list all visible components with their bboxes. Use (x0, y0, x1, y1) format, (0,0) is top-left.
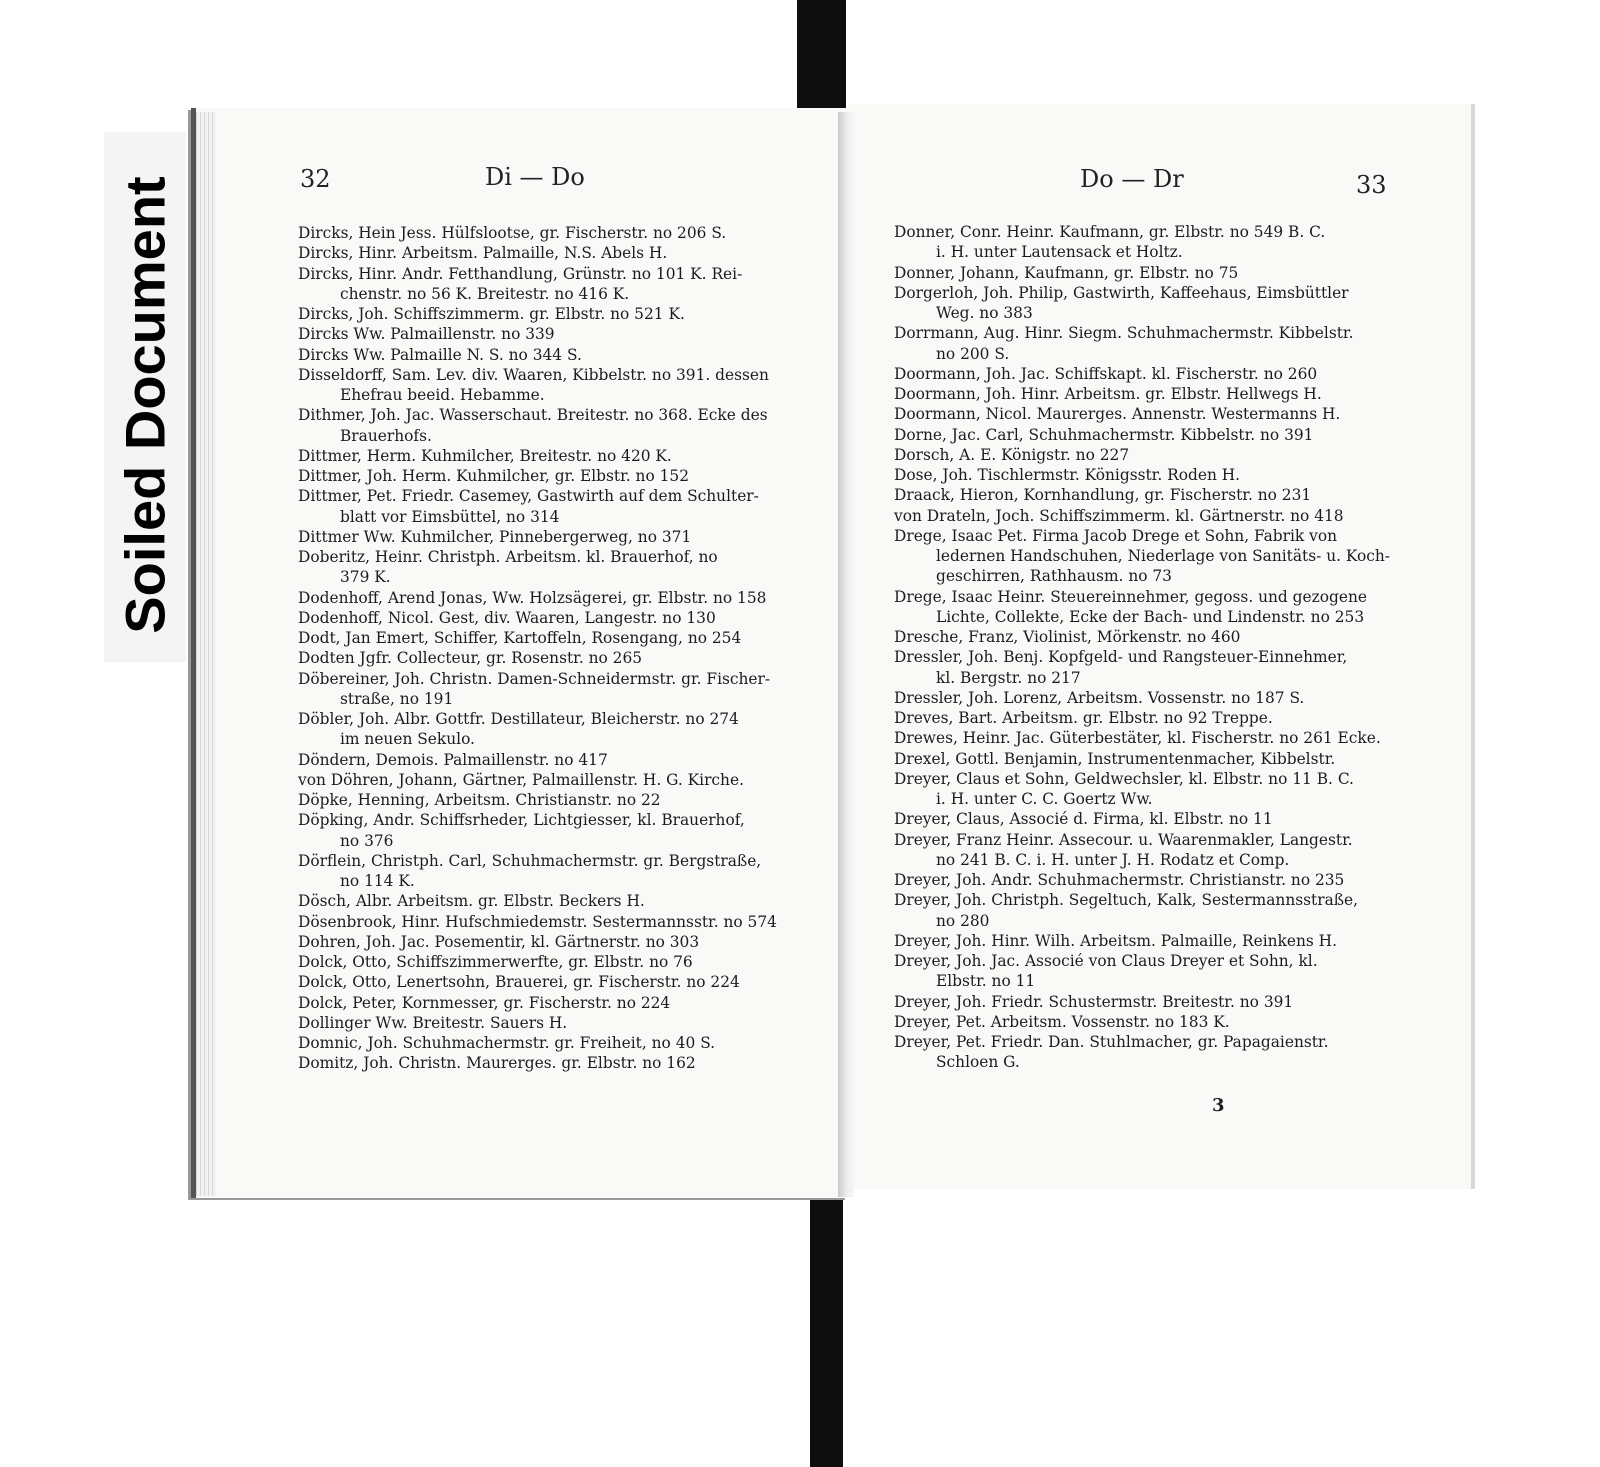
list-item: Dreyer, Pet. Friedr. Dan. Stuhlmacher, gr. Papagaienstr. (894, 1033, 1329, 1051)
list-item: kl. Bergstr. no 217 (936, 668, 1081, 687)
list-item: i. H. unter Lautensack et Holtz. (936, 243, 1183, 262)
list-item: 379 K. (340, 568, 391, 587)
list-item: Drege, Isaac Pet. Firma Jacob Drege et Sohn, Fabrik von (894, 526, 1338, 545)
list-item: Dittmer, Pet. Friedr. Casemey, Gastwirth auf dem Schulter- (298, 487, 759, 506)
list-item: Dreves, Bart. Arbeitsm. gr. Elbstr. no 92 Treppe. (894, 709, 1273, 727)
list-item: Dressler, Joh. Benj. Kopfgeld- und Rangsteuer-Einnehmer, (894, 648, 1348, 667)
list-item: Doberitz, Heinr. Christph. Arbeitsm. kl. Brauerhof, no (298, 548, 718, 566)
list-item: Elbstr. no 11 (936, 972, 1036, 991)
soiled-document-label: Soiled Document (113, 176, 177, 634)
left-directory-list (298, 223, 818, 1074)
list-item: blatt vor Eimsbüttel, no 314 (340, 507, 560, 526)
list-item: Döbereiner, Joh. Christn. Damen-Schneidermstr. gr. Fischer- (298, 669, 771, 688)
list-item: Dollinger Ww. Breitestr. Sauers H. (298, 1013, 568, 1032)
list-item: Dose, Joh. Tischlermstr. Königsstr. Roden H. (894, 466, 1241, 484)
list-item: Disseldorff, Sam. Lev. div. Waaren, Kibbelstr. no 391. dessen (298, 365, 769, 384)
list-item: Dircks, Hinr. Andr. Fetthandlung, Grünstr. no 101 K. Rei- (298, 264, 743, 283)
binding-strap-bottom (810, 1200, 843, 1467)
right-running-header: Do — Dr (1080, 165, 1184, 193)
list-item: Dreyer, Joh. Jac. Associé von Claus Dreyer et Sohn, kl. (894, 952, 1318, 970)
list-item: von Drateln, Joch. Schiffszimmerm. kl. Gärtnerstr. no 418 (894, 506, 1344, 525)
list-item: straße, no 191 (340, 689, 454, 708)
list-item: Brauerhofs. (340, 426, 432, 445)
list-item: Doormann, Joh. Hinr. Arbeitsm. gr. Elbstr. Hellwegs H. (894, 385, 1322, 403)
list-item: Drege, Isaac Heinr. Steuereinnehmer, gegoss. und gezogene (894, 587, 1367, 606)
list-item: Schloen G. (936, 1053, 1020, 1072)
list-item: Doormann, Joh. Jac. Schiffskapt. kl. Fischerstr. no 260 (894, 364, 1318, 383)
list-item: no 114 K. (340, 872, 415, 890)
folio-signature: 3 (1212, 1095, 1225, 1116)
list-item: Döpking, Andr. Schiffsrheder, Lichtgiesser, kl. Brauerhof, (298, 811, 745, 830)
list-item: Ehefrau beeid. Hebamme. (340, 386, 545, 404)
list-item: Dittmer, Joh. Herm. Kuhmilcher, gr. Elbstr. no 152 (298, 467, 689, 485)
list-item: Döbler, Joh. Albr. Gottfr. Destillateur, Bleicherstr. no 274 (298, 710, 739, 728)
list-item: Dodt, Jan Emert, Schiffer, Kartoffeln, Rosengang, no 254 (298, 629, 742, 647)
list-item: im neuen Sekulo. (340, 730, 475, 749)
list-item: Dodenhoff, Nicol. Gest, div. Waaren, Langestr. no 130 (298, 608, 716, 627)
list-item: Dreyer, Franz Heinr. Assecour. u. Waarenmakler, Langestr. (894, 830, 1353, 849)
list-item: i. H. unter C. C. Goertz Ww. (936, 790, 1153, 808)
list-item: ledernen Handschuhen, Niederlage von Sanitäts- u. Koch- (936, 547, 1390, 565)
list-item: Dreyer, Pet. Arbeitsm. Vossenstr. no 183 K. (894, 1012, 1230, 1031)
book-gutter (838, 112, 854, 1197)
list-item: Döpke, Henning, Arbeitsm. Christianstr. no 22 (298, 791, 661, 809)
list-item: Drexel, Gottl. Benjamin, Instrumentenmacher, Kibbelstr. (894, 749, 1336, 768)
list-item: Dorrmann, Aug. Hinr. Siegm. Schuhmachermstr. Kibbelstr. (894, 324, 1354, 343)
left-page-number: 32 (300, 165, 331, 193)
list-item: Dodenhoff, Arend Jonas, Ww. Holzsägerei, gr. Elbstr. no 158 (298, 588, 767, 607)
list-item: Dircks, Joh. Schiffszimmerm. gr. Elbstr. no 521 K. (298, 305, 685, 323)
list-item: no 241 B. C. i. H. unter J. H. Rodatz et Comp. (936, 850, 1290, 869)
binding-strap-top (797, 0, 846, 112)
list-item: Dreyer, Joh. Andr. Schuhmachermstr. Christianstr. no 235 (894, 871, 1345, 889)
list-item: von Döhren, Johann, Gärtner, Palmaillenstr. H. G. Kirche. (298, 770, 744, 789)
list-item: Dolck, Otto, Lenertsohn, Brauerei, gr. Fischerstr. no 224 (298, 973, 740, 992)
list-item: Drewes, Heinr. Jac. Güterbestäter, kl. Fischerstr. no 261 Ecke. (894, 729, 1381, 748)
list-item: Domnic, Joh. Schuhmachermstr. gr. Freiheit, no 40 S. (298, 1034, 716, 1052)
list-item: Dresche, Franz, Violinist, Mörkenstr. no 460 (894, 628, 1241, 646)
list-item: Weg. no 383 (936, 304, 1033, 322)
list-item: Dorne, Jac. Carl, Schuhmachermstr. Kibbelstr. no 391 (894, 425, 1314, 444)
list-item: no 200 S. (936, 344, 1010, 363)
list-item: Dithmer, Joh. Jac. Wasserschaut. Breitestr. no 368. Ecke des (298, 406, 768, 425)
left-running-header: Di — Do (485, 163, 585, 191)
list-item: Dösenbrook, Hinr. Hufschmiedemstr. Sestermannsstr. no 574 (298, 912, 777, 931)
list-item: Dircks, Hein Jess. Hülfslootse, gr. Fischerstr. no 206 S. (298, 224, 727, 242)
list-item: Dittmer Ww. Kuhmilcher, Pinnebergerweg, no 371 (298, 527, 692, 546)
right-page-number: 33 (1356, 171, 1387, 199)
list-item: Domitz, Joh. Christn. Maurerges. gr. Elbstr. no 162 (298, 1054, 696, 1073)
list-item: Dorsch, A. E. Königstr. no 227 (894, 445, 1130, 464)
list-item: Döndern, Demois. Palmaillenstr. no 417 (298, 750, 608, 769)
list-item: Dohren, Joh. Jac. Posementir, kl. Gärtnerstr. no 303 (298, 932, 700, 951)
list-item: Dodten Jgfr. Collecteur, gr. Rosenstr. no 265 (298, 649, 643, 668)
list-item: Dolck, Otto, Schiffszimmerwerfte, gr. Elbstr. no 76 (298, 953, 693, 971)
list-item: Dolck, Peter, Kornmesser, gr. Fischerstr. no 224 (298, 993, 671, 1012)
list-item: Dösch, Albr. Arbeitsm. gr. Elbstr. Beckers H. (298, 892, 645, 911)
list-item: Dreyer, Joh. Friedr. Schustermstr. Breitestr. no 391 (894, 992, 1294, 1011)
list-item: Dircks Ww. Palmaillenstr. no 339 (298, 325, 555, 344)
list-item: Dreyer, Claus, Associé d. Firma, kl. Elbstr. no 11 (894, 810, 1273, 829)
list-item: no 280 (936, 911, 990, 930)
list-item: Dittmer, Herm. Kuhmilcher, Breitestr. no 420 K. (298, 446, 672, 465)
page-edges (196, 112, 216, 1196)
list-item: Dorgerloh, Joh. Philip, Gastwirth, Kaffeehaus, Eimsbüttler (894, 283, 1349, 302)
list-item: chenstr. no 56 K. Breitestr. no 416 K. (340, 284, 630, 303)
list-item: Dressler, Joh. Lorenz, Arbeitsm. Vossenstr. no 187 S. (894, 688, 1305, 707)
list-item: Doormann, Nicol. Maurerges. Annenstr. Westermanns H. (894, 405, 1341, 424)
right-directory-list (894, 222, 1414, 1073)
list-item: no 376 (340, 831, 394, 850)
list-item: Draack, Hieron, Kornhandlung, gr. Fischerstr. no 231 (894, 486, 1312, 505)
list-item: Dreyer, Joh. Christph. Segeltuch, Kalk, Sestermannsstraße, (894, 891, 1359, 910)
list-item: Dreyer, Claus et Sohn, Geldwechsler, kl. Elbstr. no 11 B. C. (894, 769, 1354, 788)
list-item: geschirren, Rathhausm. no 73 (936, 567, 1172, 586)
list-item: Lichte, Collekte, Ecke der Bach- und Lindenstr. no 253 (936, 607, 1365, 626)
list-item: Dreyer, Joh. Hinr. Wilh. Arbeitsm. Palmaille, Reinkens H. (894, 931, 1337, 950)
list-item: Dörflein, Christph. Carl, Schuhmachermstr. gr. Bergstraße, (298, 851, 762, 870)
list-item: Dircks, Hinr. Arbeitsm. Palmaille, N.S. Abels H. (298, 244, 668, 263)
list-item: Donner, Conr. Heinr. Kaufmann, gr. Elbstr. no 549 B. C. (894, 223, 1326, 241)
list-item: Donner, Johann, Kaufmann, gr. Elbstr. no 75 (894, 263, 1239, 282)
list-item: Dircks Ww. Palmaille N. S. no 344 S. (298, 345, 582, 364)
